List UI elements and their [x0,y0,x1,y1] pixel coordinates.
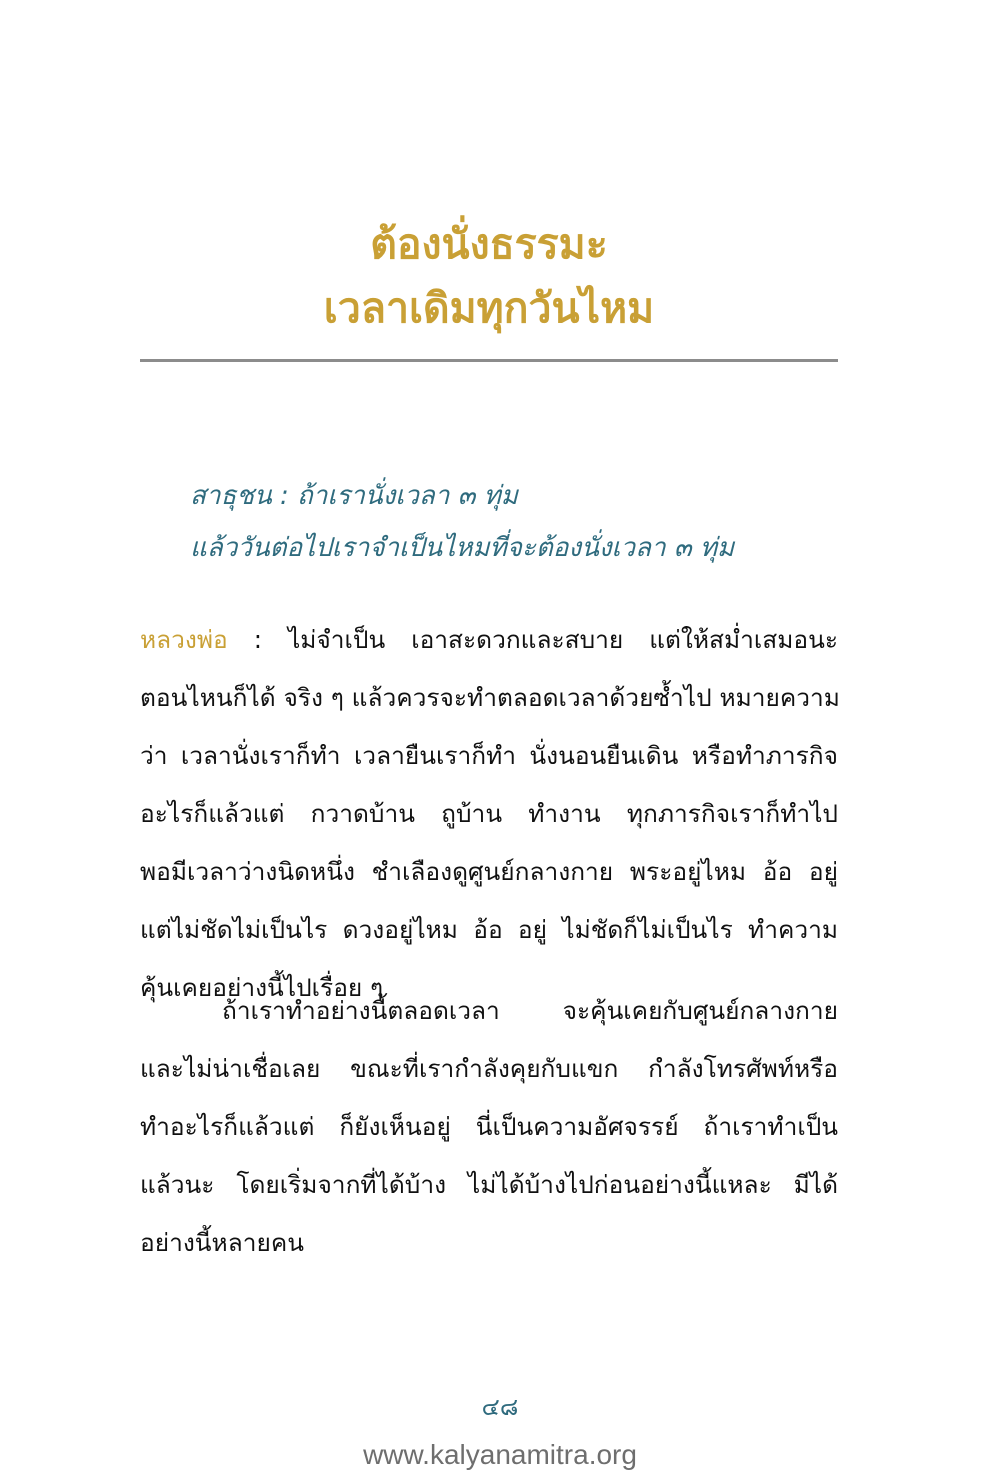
paragraph-2-line-2: และไม่น่าเชื่อเลย ขณะที่เรากำลังคุยกับแขก กำลังโทรศัพท์หรือ [140,1054,838,1083]
paragraph-1-line-6: แต่ไม่ชัดไม่เป็นไร ดวงอยู่ไหม อ้อ อยู่ ไม่ชัดก็ไม่เป็นไร ทำความ [140,915,838,944]
footer-website-url: www.kalyanamitra.org [363,1439,637,1470]
paragraph-1-line-5: พอมีเวลาว่างนิดหนึ่ง ชำเลืองดูศูนย์กลางกาย พระอยู่ไหม อ้อ อยู่ [140,857,838,886]
answer-paragraph-1 [140,611,838,1017]
paragraph-1-line-7: คุ้นเคยอย่างนี้ไปเรื่อย ๆ [140,973,384,1002]
paragraph-1-line-4: อะไรก็แล้วแต่ กวาดบ้าน ถูบ้าน ทำงาน ทุกภารกิจเราก็ทำไป [140,799,838,828]
question-line-1: สาธุชน : ถ้าเรานั่งเวลา ๓ ทุ่ม [190,481,518,511]
paragraph-2-line-3: ทำอะไรก็แล้วแต่ ก็ยังเห็นอยู่ นี่เป็นความอัศจรรย์ ถ้าเราทำเป็น [140,1112,838,1141]
paragraph-2-line-1 [140,982,838,1040]
chapter-title-line-2: เวลาเดิมทุกวันไหม [323,284,655,332]
chapter-title [140,212,838,340]
paragraph-2-line-4: แล้วนะ โดยเริ่มจากที่ได้บ้าง ไม่ได้บ้างไปก่อนอย่างนี้แหละ มีได้ [140,1170,838,1199]
paragraph-2-line-5: อย่างนี้หลายคน [140,1228,304,1257]
answer-paragraph-2 [140,982,838,1272]
paragraph-2-line-1-text: ถ้าเราทำอย่างนี้ตลอดเวลา จะคุ้นเคยกับศูนย์กลางกาย [222,996,838,1025]
paragraph-1-line-3: ว่า เวลานั่งเราก็ทำ เวลายืนเราก็ทำ นั่งนอนยืนเดิน หรือทำภารกิจ [140,741,838,770]
paragraph-1-line-1-text: : ไม่จำเป็น เอาสะดวกและสบาย แต่ให้สม่ำเสมอนะ [227,625,838,654]
page-number: ๔๘ [481,1393,519,1421]
paragraph-1-line-1 [140,611,838,669]
title-divider [140,359,838,362]
audience-question [190,470,850,574]
paragraph-1-line-2: ตอนไหนก็ได้ จริง ๆ แล้วควรจะทำตลอดเวลาด้วยซ้ำไป หมายความ [140,683,840,712]
question-line-2: แล้ววันต่อไปเราจำเป็นไหมที่จะต้องนั่งเวลา ๓ ทุ่ม [190,533,735,563]
chapter-title-line-1: ต้องนั่งธรรมะ [370,220,608,268]
speaker-label: หลวงพ่อ [140,625,228,654]
